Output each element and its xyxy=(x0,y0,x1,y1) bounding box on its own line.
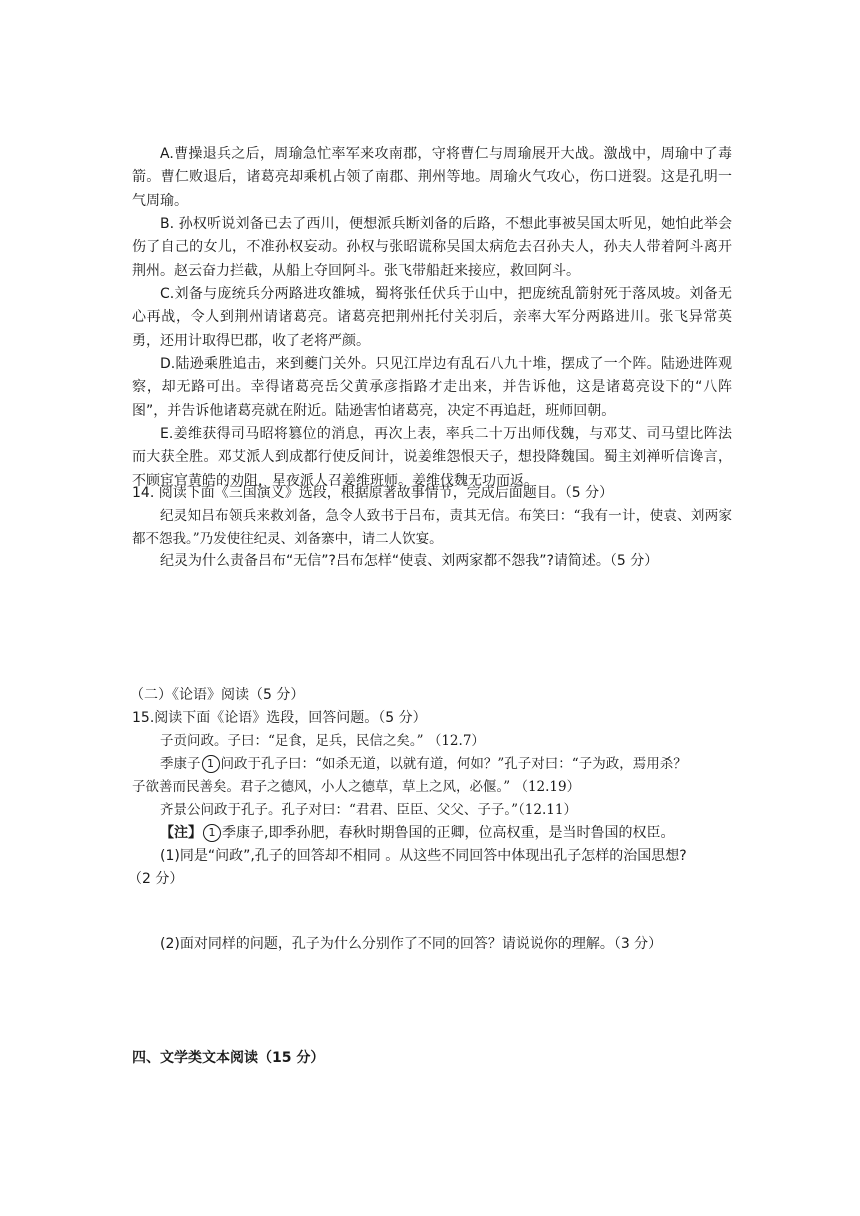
sub-question-1-score: （2 分） xyxy=(128,871,184,887)
option-c: C.刘备与庞统兵分两路进攻雒城，蜀将张任伏兵于山中，把庞统乱箭射死于落凤坡。刘备无心再战，令人到荆州请诸葛亮。诸葛亮把荆州托付关羽后，亲率大军分两路进川。张飞异常英勇，还用计取得巴郡，收了老将严颜。 xyxy=(132,286,732,349)
annotation xyxy=(160,822,674,844)
question-14-prompt: 纪灵为什么责备吕布“无信”?吕布怎样“使袁、刘两家都不怨我”?请简述。（5 分） xyxy=(160,553,659,569)
annotation-text: 季康子,即季孙肥，春秋时期鲁国的正卿，位高权重，是当时鲁国的权臣。 xyxy=(222,825,675,841)
section-2-title: （二）《论语》阅读（5 分） xyxy=(130,687,305,703)
note-marker-1: 1 xyxy=(202,755,220,773)
annotation-marker-1: 1 xyxy=(203,824,221,842)
analects-line-2-start: 季康子 xyxy=(160,756,201,772)
analects-line-1: 子贡问政。子曰：“足食，足兵，民信之矣。” （12.7） xyxy=(160,733,485,749)
question-15-title: 15.阅读下面《论语》选段，回答问题。（5 分） xyxy=(132,710,427,726)
analects-line-2-end: 问政于孔子曰：“如杀无道，以就有道，何如？”孔子对曰：“子为政，焉用杀？ xyxy=(220,756,687,772)
analects-line-3: 子欲善而民善矣。君子之德风，小人之德草，草上之风，必偃。” （12.19） xyxy=(132,779,581,795)
option-e: E.姜维获得司马昭将篡位的消息，再次上表，率兵二十万出师伐魏，与邓艾、司马望比阵法而大获全胜。邓艾派人到成都行使反间计，说姜维怨恨天子，想投降魏国。蜀主刘禅听信谗言，不顾宦官黄皓的劝阻，星夜派人召姜维班师。姜维伐魏无功而返。 xyxy=(132,426,732,489)
analects-line-2 xyxy=(160,753,687,775)
option-b: B. 孙权听说刘备已去了西川，便想派兵断刘备的后路，不想此事被吴国太听见，她怕此举会伤了自己的女儿，不准孙权妄动。孙权与张昭谎称吴国太病危去召孙夫人，孙夫人带着阿斗离开荆州。赵云奋力拦截，从船上夺回阿斗。张飞带船赶来接应，救回阿斗。 xyxy=(132,216,732,279)
question-14-title: 14. 阅读下面《三国演义》选段，根据原著故事情节，完成后面题目。（5 分） xyxy=(132,485,614,501)
sub-question-2: (2)面对同样的问题，孔子为什么分别作了不同的回答？请说说你的理解。（3 分） xyxy=(160,936,663,952)
annotation-prefix: 【注】 xyxy=(160,825,202,841)
analects-line-4: 齐景公问政于孔子。孔子对曰：“君君、臣臣、父父、子子。”（12.11） xyxy=(160,802,577,818)
question-14-passage: 纪灵知吕布领兵来救刘备，急令人致书于吕布，责其无信。布笑曰：“我有一计，使袁、刘两家都不怨我。”乃发使往纪灵、刘备寨中，请二人饮宴。 xyxy=(132,508,732,548)
sub-question-1: (1)同是“问政”,孔子的回答却不相同 。从这些不同回答中体现出孔子怎样的治国思想? xyxy=(160,848,687,864)
option-a: A.曹操退兵之后，周瑜急忙率军来攻南郡，守将曹仁与周瑜展开大战。激战中，周瑜中了毒箭。曹仁败退后，诸葛亮却乘机占领了南郡、荆州等地。周瑜火气攻心，伤口迸裂。这是孔明一气周瑜。 xyxy=(132,146,732,209)
option-d: D.陆逊乘胜追击，来到夔门关外。只见江岸边有乱石八九十堆，摆成了一个阵。陆逊进阵观察，却无路可出。幸得诸葛亮岳父黄承彦指路才走出来，并告诉他，这是诸葛亮设下的“八阵图”，并告诉他诸葛亮就在附近。陆逊害怕诸葛亮，决定不再追赶，班师回朝。 xyxy=(132,356,732,419)
section-4-title: 四、文学类文本阅读（15 分） xyxy=(132,1050,325,1066)
